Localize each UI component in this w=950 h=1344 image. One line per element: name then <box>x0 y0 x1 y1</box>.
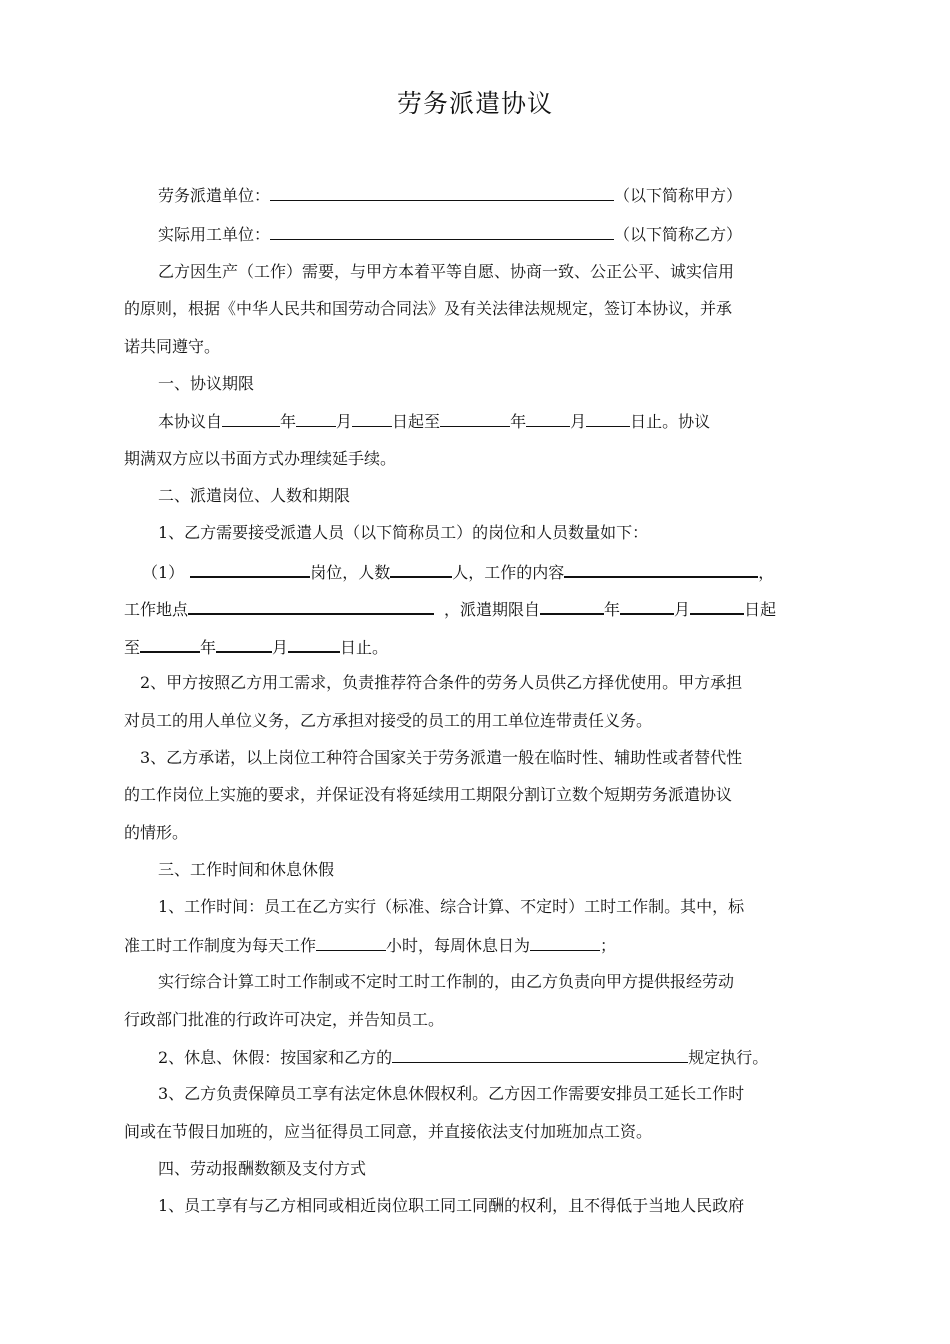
clause-line: 2、甲方按照乙方用工需求，负责推荐符合条件的劳务人员供乙方择优使用。甲方承担 <box>140 673 743 692</box>
end-month-blank[interactable] <box>526 410 570 427</box>
section-heading: 二、派遣岗位、人数和期限 <box>158 486 351 505</box>
term-line <box>158 410 710 433</box>
section-heading: 三、工作时间和休息休假 <box>158 860 335 879</box>
text-segment: 日起 <box>744 600 777 619</box>
party-a-blank[interactable] <box>270 184 614 201</box>
text-segment: 小时，每周休息日为 <box>386 936 531 955</box>
party-b-note: （以下简称乙方） <box>614 225 743 244</box>
text-segment: 日起至 <box>392 412 441 431</box>
text-segment: ； <box>600 936 617 955</box>
text-segment: 2、休息、休假：按国家和乙方的 <box>158 1048 393 1067</box>
party-b-label: 实际用工单位： <box>158 225 271 244</box>
text-segment: 月 <box>336 412 353 431</box>
work-content-blank[interactable] <box>564 560 758 578</box>
dispatch-end-month-blank[interactable] <box>216 635 272 653</box>
text-segment: 岗位，人数 <box>310 563 391 582</box>
text-segment: 准工时工作制度为每天工作 <box>124 936 317 955</box>
text-segment: ， <box>758 563 775 582</box>
headcount-blank[interactable] <box>390 560 452 578</box>
text-segment: （1） <box>142 563 185 582</box>
text-segment: 工作地点 <box>124 600 189 619</box>
text-segment: 月 <box>570 412 587 431</box>
clause-line: 的情形。 <box>124 823 189 842</box>
text-segment: 年 <box>510 412 527 431</box>
dispatch-start-year-blank[interactable] <box>540 597 604 615</box>
dispatch-start-day-blank[interactable] <box>690 597 744 615</box>
post-row <box>124 635 388 659</box>
clause-line: 对员工的用人单位义务，乙方承担对接受的员工的用工单位连带责任义务。 <box>124 711 653 730</box>
preamble-line: 诺共同遵守。 <box>124 337 221 356</box>
post-row <box>142 560 774 584</box>
clause-line: 的工作岗位上实施的要求，并保证没有将延续用工期限分割订立数个短期劳务派遣协议 <box>124 785 733 804</box>
daily-hours-blank[interactable] <box>316 934 386 951</box>
rest-policy-blank[interactable] <box>392 1046 688 1063</box>
clause-line: 3、乙方负责保障员工享有法定休息休假权利。乙方因工作需要安排员工延长工作时 <box>158 1084 745 1103</box>
start-year-blank[interactable] <box>222 410 280 427</box>
text-segment: ，派遣期限自 <box>444 600 541 619</box>
document-title: 劳务派遣协议 <box>396 89 553 118</box>
text-segment: 本协议自 <box>158 412 223 431</box>
clause-line: 1、乙方需要接受派遣人员（以下简称员工）的岗位和人员数量如下： <box>158 523 649 542</box>
clause-line: 1、员工享有与乙方相同或相近岗位职工同工同酬的权利，且不得低于当地人民政府 <box>158 1196 745 1215</box>
preamble-line: 的原则，根据《中华人民共和国劳动合同法》及有关法律法规规定，签订本协议，并承 <box>124 299 733 318</box>
clause-line: 实行综合计算工时工作制或不定时工时工作制的，由乙方负责向甲方提供报经劳动 <box>158 972 735 991</box>
party-b-blank[interactable] <box>270 223 614 240</box>
end-day-blank[interactable] <box>586 410 630 427</box>
party-a-label: 劳务派遣单位： <box>158 186 271 205</box>
start-month-blank[interactable] <box>296 410 336 427</box>
text-segment: 月 <box>272 638 289 657</box>
text-segment: 年 <box>604 600 621 619</box>
text-segment: 至 <box>124 638 141 657</box>
text-segment: 年 <box>200 638 217 657</box>
post-name-blank[interactable] <box>190 560 310 578</box>
clause-line: 3、乙方承诺，以上岗位工种符合国家关于劳务派遣一般在临时性、辅助性或者替代性 <box>140 748 743 767</box>
party-a-line <box>158 184 742 207</box>
section-heading: 四、劳动报酬数额及支付方式 <box>158 1159 367 1178</box>
start-day-blank[interactable] <box>352 410 392 427</box>
weekly-rest-day-blank[interactable] <box>530 934 600 951</box>
text-segment: 规定执行。 <box>688 1048 769 1067</box>
text-segment: 人，工作的内容 <box>452 563 565 582</box>
text-segment: 日止。 <box>340 638 389 657</box>
preamble-line: 乙方因生产（工作）需要，与甲方本着平等自愿、协商一致、公正公平、诚实信用 <box>158 262 735 281</box>
clause-line: 1、工作时间：员工在乙方实行（标准、综合计算、不定时）工时工作制。其中，标 <box>158 897 745 916</box>
text-segment: 日止。协议 <box>630 412 711 431</box>
term-line: 期满双方应以书面方式办理续延手续。 <box>124 449 397 468</box>
clause-line: 行政部门批准的行政许可决定，并告知员工。 <box>124 1010 445 1029</box>
dispatch-end-day-blank[interactable] <box>288 635 340 653</box>
party-b-line <box>158 223 742 246</box>
party-a-note: （以下简称甲方） <box>614 186 743 205</box>
clause-line <box>158 1046 768 1069</box>
text-segment: 月 <box>674 600 691 619</box>
work-location-blank[interactable] <box>188 597 434 615</box>
section-heading: 一、协议期限 <box>158 374 255 393</box>
clause-line: 间或在节假日加班的，应当征得员工同意，并直接依法支付加班加点工资。 <box>124 1122 653 1141</box>
post-row <box>124 597 776 621</box>
dispatch-end-year-blank[interactable] <box>140 635 200 653</box>
clause-line <box>124 934 616 957</box>
dispatch-start-month-blank[interactable] <box>620 597 674 615</box>
text-segment: 年 <box>280 412 297 431</box>
end-year-blank[interactable] <box>440 410 510 427</box>
